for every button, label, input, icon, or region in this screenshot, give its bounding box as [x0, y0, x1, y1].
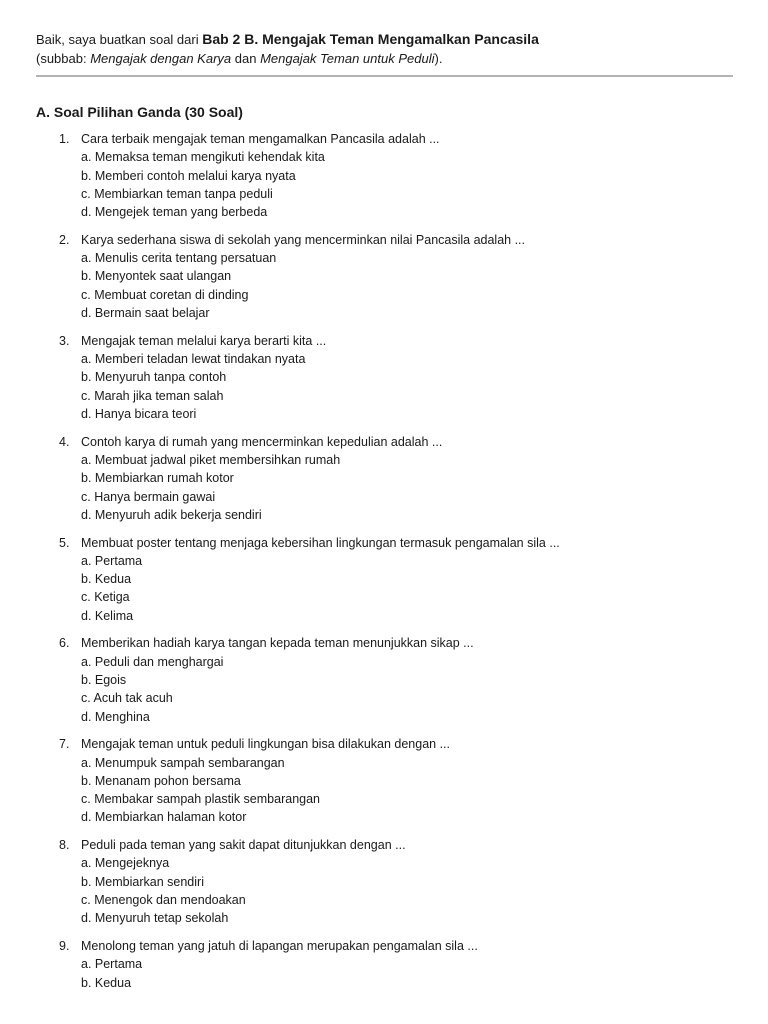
- answer-option: a. Menulis cerita tentang persatuan: [81, 251, 277, 266]
- question-number: 6.: [59, 636, 70, 651]
- answer-option: c. Membiarkan teman tanpa peduli: [81, 186, 273, 201]
- question-number: 5.: [59, 535, 70, 550]
- question-text: Membuat poster tentang menjaga kebersihan lingkungan termasuk pengamalan sila ...: [81, 535, 560, 550]
- subchapter-close: ).: [434, 51, 443, 66]
- question-item: [0, 332, 768, 423]
- section-title: A. Soal Pilihan Ganda (30 Soal): [36, 104, 243, 120]
- option-list: [81, 451, 768, 524]
- answer-option: c. Membuat coretan di dinding: [81, 287, 249, 302]
- horizontal-divider: [36, 75, 733, 77]
- answer-option: b. Membiarkan sendiri: [81, 874, 204, 889]
- answer-option: c. Acuh tak acuh: [81, 691, 173, 706]
- answer-option: b. Membiarkan rumah kotor: [81, 471, 234, 486]
- answer-option: d. Bermain saat belajar: [81, 306, 210, 321]
- answer-option: c. Marah jika teman salah: [81, 388, 224, 403]
- question-list: [0, 130, 768, 1001]
- answer-option: a. Pertama: [81, 957, 143, 972]
- subchapter-line: [36, 49, 736, 68]
- answer-option: b. Menanam pohon bersama: [81, 773, 241, 788]
- question-text: Menolong teman yang jatuh di lapangan merupakan pengamalan sila ...: [81, 939, 478, 953]
- question-text: Mengajak teman untuk peduli lingkungan bisa dilakukan dengan ...: [81, 737, 451, 752]
- subchapter-b: Mengajak Teman untuk Peduli: [260, 51, 435, 66]
- answer-option: c. Ketiga: [81, 590, 130, 605]
- question-item: [0, 735, 768, 826]
- option-list: [81, 854, 768, 927]
- answer-option: b. Menyontek saat ulangan: [81, 269, 232, 284]
- answer-option: a. Membuat jadwal piket membersihkan rumah: [81, 452, 341, 467]
- answer-option: b. Menyuruh tanpa contoh: [81, 370, 227, 385]
- question-text: Memberikan hadiah karya tangan kepada teman menunjukkan sikap ...: [81, 636, 474, 651]
- option-list: [81, 552, 768, 625]
- question-number: 9.: [59, 939, 70, 953]
- question-number: 2.: [59, 232, 70, 247]
- subchapter-a: Mengajak dengan Karya: [90, 51, 232, 66]
- option-list: [81, 653, 768, 726]
- question-number: 4.: [59, 434, 70, 449]
- answer-option: a. Memaksa teman mengikuti kehendak kita: [81, 150, 325, 165]
- question-item: [0, 836, 768, 927]
- subchapter-and: dan: [231, 51, 261, 66]
- answer-option: a. Mengejeknya: [81, 856, 170, 871]
- question-item: [0, 634, 768, 725]
- question-item: [0, 534, 768, 625]
- answer-option: a. Menumpuk sampah sembarangan: [81, 755, 285, 770]
- intro-prefix: Baik, saya buatkan soal dari: [36, 32, 203, 47]
- question-number: 1.: [59, 132, 70, 146]
- question-item: [0, 433, 768, 524]
- question-text: Mengajak teman melalui karya berarti kita ...: [81, 333, 327, 348]
- subchapter-open: (subbab:: [36, 51, 91, 66]
- question-text: Peduli pada teman yang sakit dapat ditunjukkan dengan ...: [81, 838, 406, 853]
- question-number: 3.: [59, 333, 70, 348]
- option-list: [81, 754, 768, 827]
- option-list: [81, 249, 768, 322]
- answer-option: d. Kelima: [81, 608, 134, 623]
- question-item: [0, 231, 768, 322]
- option-list: [81, 955, 768, 992]
- intro-line: [36, 30, 736, 49]
- option-list: [81, 350, 768, 423]
- answer-option: c. Hanya bermain gawai: [81, 489, 216, 504]
- question-number: 7.: [59, 737, 70, 752]
- question-item: [0, 130, 768, 221]
- chapter-title: Bab 2 B. Mengajak Teman Mengamalkan Pancasila: [202, 31, 539, 47]
- question-text: Contoh karya di rumah yang mencerminkan kepedulian adalah ...: [81, 434, 443, 449]
- question-number: 8.: [59, 838, 70, 853]
- answer-option: c. Membakar sampah plastik sembarangan: [81, 792, 321, 807]
- answer-option: d. Mengejek teman yang berbeda: [81, 205, 268, 220]
- answer-option: a. Memberi teladan lewat tindakan nyata: [81, 352, 306, 367]
- answer-option: b. Memberi contoh melalui karya nyata: [81, 168, 296, 183]
- answer-option: c. Menengok dan mendoakan: [81, 893, 246, 908]
- question-text: Cara terbaik mengajak teman mengamalkan Pancasila adalah ...: [81, 132, 440, 146]
- answer-option: d. Menghina: [81, 709, 150, 724]
- answer-option: d. Hanya bicara teori: [81, 406, 197, 421]
- answer-option: d. Membiarkan halaman kotor: [81, 810, 247, 825]
- question-text: Karya sederhana siswa di sekolah yang mencerminkan nilai Pancasila adalah ...: [81, 232, 526, 247]
- answer-option: d. Menyuruh tetap sekolah: [81, 911, 229, 926]
- question-item: [0, 937, 768, 992]
- answer-option: d. Menyuruh adik bekerja sendiri: [81, 507, 262, 522]
- answer-option: b. Kedua: [81, 572, 132, 587]
- answer-option: a. Peduli dan menghargai: [81, 654, 224, 669]
- option-list: [81, 148, 768, 221]
- answer-option: a. Pertama: [81, 553, 143, 568]
- answer-option: b. Egois: [81, 672, 127, 687]
- answer-option: b. Kedua: [81, 975, 132, 990]
- intro: [36, 30, 736, 68]
